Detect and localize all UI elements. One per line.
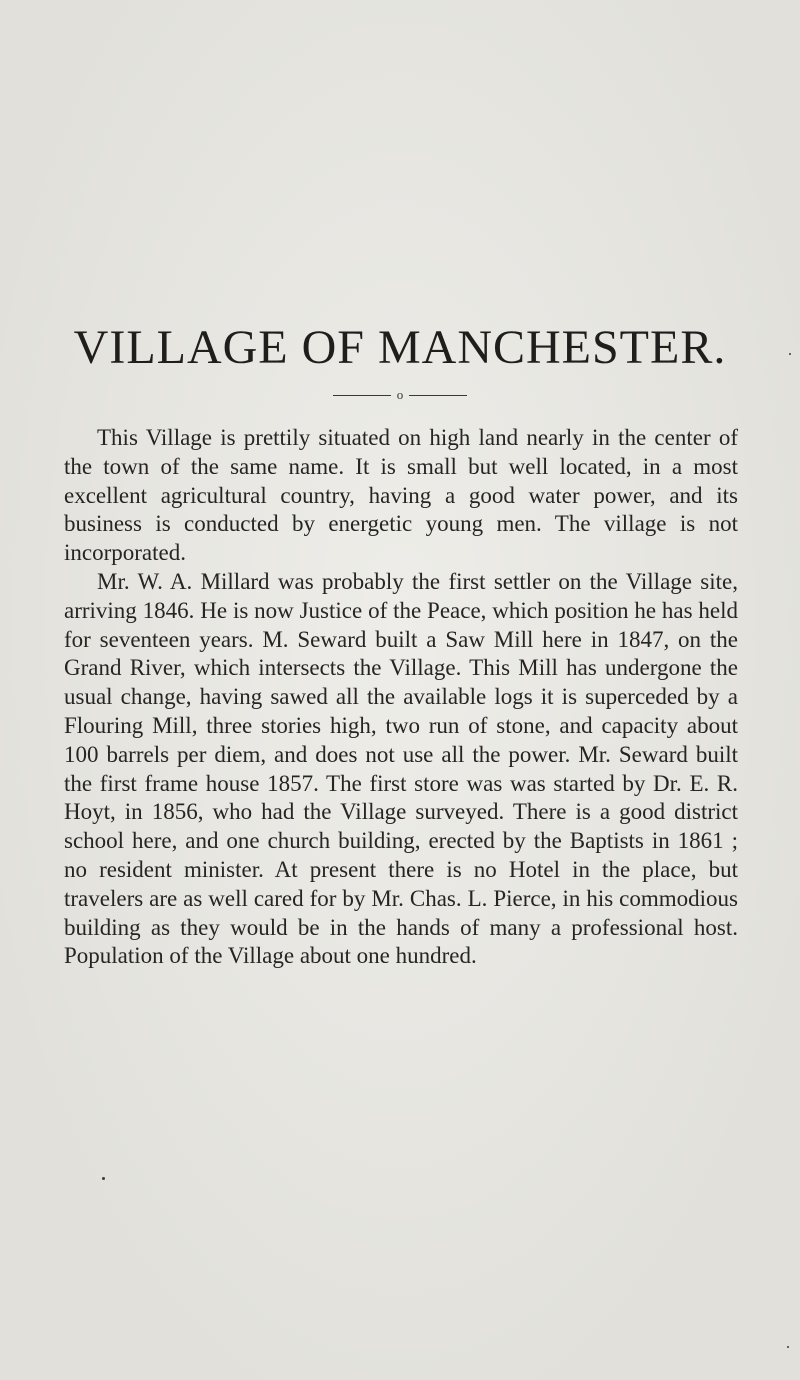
page-title: VILLAGE OF MANCHESTER. xyxy=(73,321,727,374)
separator-line-right xyxy=(409,395,467,396)
ink-speck xyxy=(789,353,791,355)
separator-line-left xyxy=(333,395,391,396)
ink-speck xyxy=(787,1346,789,1348)
separator-mark: o xyxy=(396,387,404,402)
body-text xyxy=(64,424,738,971)
paragraph-intro: This Village is prettily situated on high land nearly in the center of the town of the same name. It is small but well located, in a most excellent agricultural country, having a good water power, and its business is conducted by energetic young men. The village is not incorporated. xyxy=(64,425,738,566)
paragraph-history: Mr. W. A. Millard was probably the first settler on the Village site, arriving 1846. He is now Justice of the Peace, which position he has held for seventeen years. M. Seward built a Saw Mill here in 1847, on the Grand River, which intersects the Village. This Mill has undergone the usual change, having sawed all the available logs it is superceded by a Flouring Mill, three stories high, two run of stone, and capacity about 100 barrels per diem, and does not use all the power. Mr. Seward built the first frame house 1857. The first store was was started by Dr. E. R. Hoyt, in 1856, who had the Village surveyed. There is a good district school here, and one church building, erected by the Baptists in 1861 ; no resident minister. At present there is no Hotel in the place, but travelers are as well cared for by Mr. Chas. L. Pierce, in his commodious building as they would be in the hands of many a professional host. Population of the Village about one hundred. xyxy=(64,568,738,969)
title-separator xyxy=(333,385,467,405)
ink-speck xyxy=(102,1177,105,1180)
